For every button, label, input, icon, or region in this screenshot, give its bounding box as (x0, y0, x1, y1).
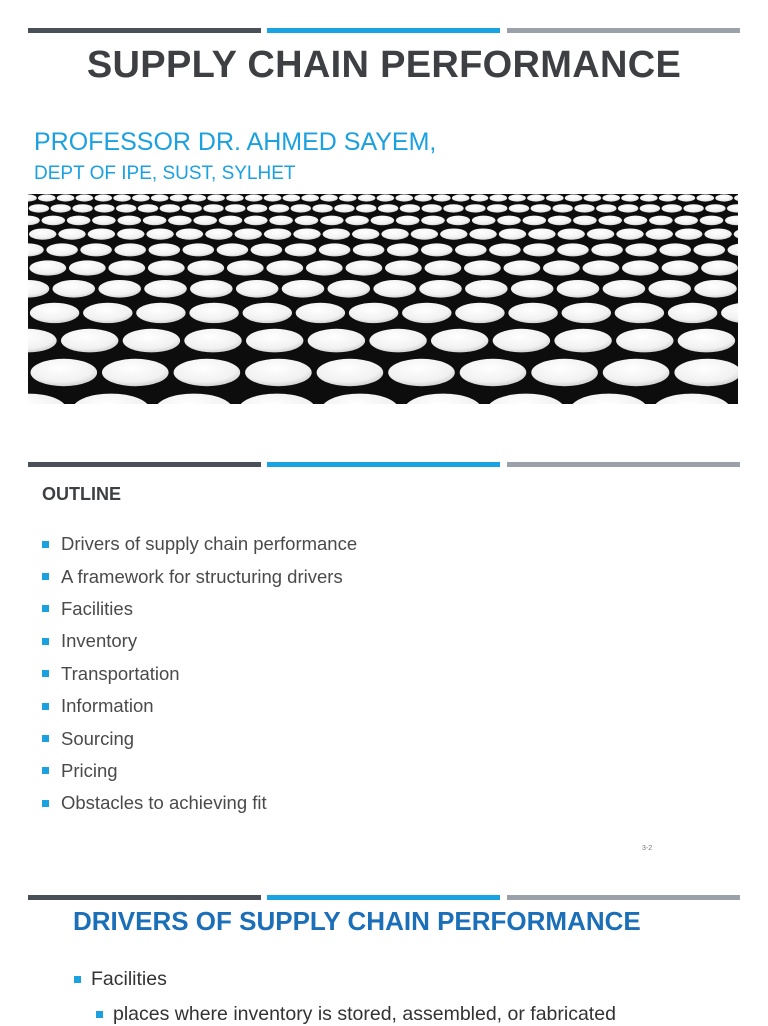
disc (388, 359, 455, 386)
disc (471, 194, 489, 201)
disc (29, 260, 66, 275)
disc (727, 204, 738, 212)
disc (369, 329, 426, 353)
slide3-bullet (74, 968, 167, 991)
disc (736, 394, 738, 404)
disc (251, 243, 283, 256)
disc (183, 243, 215, 256)
disc (411, 229, 438, 240)
disc (701, 260, 738, 275)
disc (136, 303, 185, 323)
disc (205, 229, 232, 240)
disc (646, 229, 673, 240)
disc (293, 229, 320, 240)
disc (29, 204, 49, 212)
disc (349, 303, 398, 323)
disc (168, 216, 192, 226)
disc (653, 394, 730, 404)
disc (146, 229, 173, 240)
disc (509, 204, 529, 212)
disc (674, 359, 738, 386)
disc (245, 194, 263, 201)
disc (321, 394, 398, 404)
disc (67, 216, 91, 226)
disc (187, 260, 224, 275)
disc (312, 204, 332, 212)
disc (562, 303, 611, 323)
disc (143, 216, 167, 226)
disc (523, 243, 555, 256)
disc (320, 194, 338, 201)
disc (548, 216, 572, 226)
disc (734, 229, 738, 240)
disc (144, 280, 187, 298)
bar-dark (28, 462, 261, 467)
hero-image (28, 194, 738, 404)
outline-item (42, 560, 357, 592)
disc (527, 194, 545, 201)
disc (217, 243, 249, 256)
disc (189, 194, 207, 201)
disc (42, 216, 66, 226)
disc (573, 216, 597, 226)
disc (266, 260, 303, 275)
disc (58, 229, 85, 240)
disc (285, 243, 317, 256)
disc (236, 280, 279, 298)
disc (116, 204, 136, 212)
disc (465, 280, 508, 298)
disc (317, 359, 384, 386)
slide1-title: SUPPLY CHAIN PERFORMANCE (86, 44, 682, 86)
slide3-sub-bullet-label: places where inventory is stored, assembled, or fabricated (113, 1003, 616, 1025)
bar-gray (507, 28, 740, 33)
disc (565, 194, 583, 201)
outline-item (42, 593, 357, 625)
disc (553, 204, 573, 212)
disc (174, 359, 241, 386)
disc (447, 216, 471, 226)
disc (662, 260, 699, 275)
disc (489, 243, 521, 256)
disc (455, 303, 504, 323)
disc (603, 359, 670, 386)
disc (618, 204, 638, 212)
disc (546, 194, 564, 201)
disc (264, 194, 282, 201)
disc (94, 204, 114, 212)
slide3-top-bars (28, 895, 740, 900)
outline-item (42, 755, 357, 787)
disc (598, 216, 622, 226)
bullet-square-icon (42, 767, 49, 774)
disc (269, 216, 293, 226)
disc (308, 329, 365, 353)
outline-item-label: Obstacles to achieving fit (61, 792, 267, 814)
disc (734, 194, 738, 201)
outline-item (42, 528, 357, 560)
outline-item-label: Inventory (61, 630, 138, 652)
disc (123, 329, 180, 353)
disc (616, 329, 673, 353)
disc (151, 194, 169, 201)
bar-gray (507, 895, 740, 900)
white-discs-photo (28, 194, 738, 404)
disc (227, 260, 264, 275)
disc (95, 194, 113, 201)
disc (425, 260, 462, 275)
bullet-square-icon (42, 573, 49, 580)
disc (92, 216, 116, 226)
disc (587, 229, 614, 240)
bullet-square-icon (42, 735, 49, 742)
disc (497, 216, 521, 226)
disc (659, 243, 691, 256)
disc (138, 204, 158, 212)
disc (282, 280, 325, 298)
outline-item-label: Information (61, 695, 154, 717)
bar-blue (267, 28, 500, 33)
outline-item-label: Transportation (61, 662, 180, 684)
disc (31, 359, 98, 386)
disc (694, 280, 737, 298)
disc (419, 280, 462, 298)
disc (319, 243, 351, 256)
disc (508, 194, 526, 201)
disc (558, 229, 585, 240)
outline-item (42, 658, 357, 690)
disc (554, 329, 611, 353)
disc (283, 194, 301, 201)
disc (443, 204, 463, 212)
disc (193, 216, 217, 226)
outline-item-label: Drivers of supply chain performance (61, 533, 358, 555)
bullet-square-icon (74, 976, 81, 983)
disc (557, 280, 600, 298)
disc (28, 194, 37, 201)
disc (683, 204, 703, 212)
disc (28, 243, 44, 256)
disc (697, 194, 715, 201)
disc (30, 303, 79, 323)
disc (28, 216, 40, 226)
disc (346, 260, 383, 275)
disc (615, 303, 664, 323)
disc (245, 359, 312, 386)
disc (508, 303, 557, 323)
disc (625, 243, 657, 256)
disc (176, 229, 203, 240)
disc (460, 359, 527, 386)
disc (72, 394, 149, 404)
disc (323, 229, 350, 240)
disc (603, 280, 646, 298)
disc (117, 229, 144, 240)
disc (80, 243, 112, 256)
disc (624, 216, 648, 226)
disc (649, 216, 673, 226)
bullet-square-icon (42, 703, 49, 710)
disc (83, 303, 132, 323)
disc (574, 204, 594, 212)
disc (61, 329, 118, 353)
disc (433, 194, 451, 201)
disc (226, 194, 244, 201)
disc (523, 216, 547, 226)
disc (203, 204, 223, 212)
disc (511, 280, 554, 298)
bullet-square-icon (42, 638, 49, 645)
slide-number: 3-2 (642, 845, 653, 852)
disc (149, 243, 181, 256)
disc (421, 216, 445, 226)
slide3-sub-bullet (96, 1003, 616, 1026)
disc (98, 280, 141, 298)
disc (452, 194, 470, 201)
disc (662, 204, 682, 212)
disc (38, 194, 56, 201)
disc (219, 216, 243, 226)
disc (170, 194, 188, 201)
disc (225, 204, 245, 212)
disc (72, 204, 92, 212)
disc (499, 229, 526, 240)
disc (373, 280, 416, 298)
disc (247, 204, 267, 212)
disc (602, 194, 620, 201)
disc (190, 280, 233, 298)
disc (246, 329, 303, 353)
disc (243, 303, 292, 323)
disc (674, 216, 698, 226)
disc (295, 216, 319, 226)
disc (320, 216, 344, 226)
outline-list (42, 528, 357, 820)
disc (584, 194, 602, 201)
disc (675, 229, 702, 240)
disc (356, 204, 376, 212)
disc (431, 329, 488, 353)
bar-dark (28, 28, 261, 33)
slide1-top-bars (28, 28, 740, 33)
outline-item (42, 625, 357, 657)
disc (704, 229, 731, 240)
disc (487, 204, 507, 212)
disc (591, 243, 623, 256)
disc (583, 260, 620, 275)
disc (132, 194, 150, 201)
disc (28, 280, 49, 298)
disc (371, 216, 395, 226)
disc (377, 194, 395, 201)
disc (102, 359, 169, 386)
disc (396, 194, 414, 201)
bullet-square-icon (42, 670, 49, 677)
disc (648, 280, 691, 298)
disc (440, 229, 467, 240)
outline-item (42, 722, 357, 754)
disc (678, 194, 696, 201)
outline-heading: OUTLINE (42, 484, 121, 504)
disc (694, 243, 726, 256)
bullet-square-icon (42, 541, 49, 548)
disc (531, 359, 598, 386)
disc (528, 229, 555, 240)
outline-item (42, 690, 357, 722)
disc (269, 204, 289, 212)
disc (155, 394, 232, 404)
disc (28, 329, 57, 353)
disc (414, 194, 432, 201)
disc (291, 204, 311, 212)
outline-item-label: Sourcing (61, 727, 135, 749)
disc (472, 216, 496, 226)
slide2-top-bars (28, 462, 740, 467)
disc (659, 194, 677, 201)
bullet-square-icon (42, 605, 49, 612)
disc (385, 260, 422, 275)
disc (640, 204, 660, 212)
outline-item (42, 787, 357, 819)
disc (715, 194, 733, 201)
disc (182, 204, 202, 212)
bar-dark (28, 895, 261, 900)
bullet-square-icon (96, 1011, 103, 1018)
disc (422, 204, 442, 212)
bar-blue (267, 462, 500, 467)
disc (531, 204, 551, 212)
author-name: PROFESSOR DR. AHMED SAYEM, (34, 128, 437, 156)
disc (296, 303, 345, 323)
disc (352, 229, 379, 240)
disc (184, 329, 241, 353)
disc (404, 394, 481, 404)
disc (557, 243, 589, 256)
author-dept: DEPT OF IPE, SUST, SYLHET (34, 163, 296, 184)
disc (621, 194, 639, 201)
disc (400, 204, 420, 212)
disc (487, 394, 564, 404)
disc (114, 243, 146, 256)
disc (490, 194, 508, 201)
disc (345, 216, 369, 226)
disc (108, 260, 145, 275)
disc (334, 204, 354, 212)
disc (301, 194, 319, 201)
disc (705, 204, 725, 212)
disc (678, 329, 735, 353)
disc (421, 243, 453, 256)
outline-item-label: A framework for structuring drivers (61, 565, 343, 587)
disc (725, 216, 738, 226)
disc (668, 303, 717, 323)
disc (57, 194, 75, 201)
disc (721, 303, 738, 323)
disc (504, 260, 541, 275)
disc (51, 204, 71, 212)
disc (53, 280, 96, 298)
disc (244, 216, 268, 226)
disc (69, 260, 106, 275)
outline-item-label: Pricing (61, 759, 118, 781)
disc (235, 229, 262, 240)
disc (339, 194, 357, 201)
disc (622, 260, 659, 275)
disc (728, 243, 739, 256)
disc (570, 394, 647, 404)
slide3-title: DRIVERS OF SUPPLY CHAIN PERFORMANCE (73, 906, 641, 936)
disc (387, 243, 419, 256)
disc (207, 194, 225, 201)
disc (76, 194, 94, 201)
disc (46, 243, 78, 256)
disc (306, 260, 343, 275)
disc (148, 260, 185, 275)
disc (118, 216, 142, 226)
disc (378, 204, 398, 212)
bullet-square-icon (42, 800, 49, 807)
disc (189, 303, 238, 323)
outline-item-label: Facilities (61, 597, 133, 619)
disc (700, 216, 724, 226)
disc (264, 229, 291, 240)
disc (113, 194, 131, 201)
disc (465, 204, 485, 212)
disc (616, 229, 643, 240)
bar-gray (507, 462, 740, 467)
disc (160, 204, 180, 212)
disc (402, 303, 451, 323)
disc (543, 260, 580, 275)
disc (396, 216, 420, 226)
disc (29, 229, 56, 240)
disc (353, 243, 385, 256)
disc (455, 243, 487, 256)
disc (493, 329, 550, 353)
slide3-bullet-label: Facilities (91, 968, 167, 990)
bar-blue (267, 895, 500, 900)
disc (381, 229, 408, 240)
disc (464, 260, 501, 275)
disc (469, 229, 496, 240)
disc (328, 280, 371, 298)
disc (358, 194, 376, 201)
disc (238, 394, 315, 404)
disc (28, 394, 67, 404)
disc (640, 194, 658, 201)
disc (596, 204, 616, 212)
disc (88, 229, 115, 240)
